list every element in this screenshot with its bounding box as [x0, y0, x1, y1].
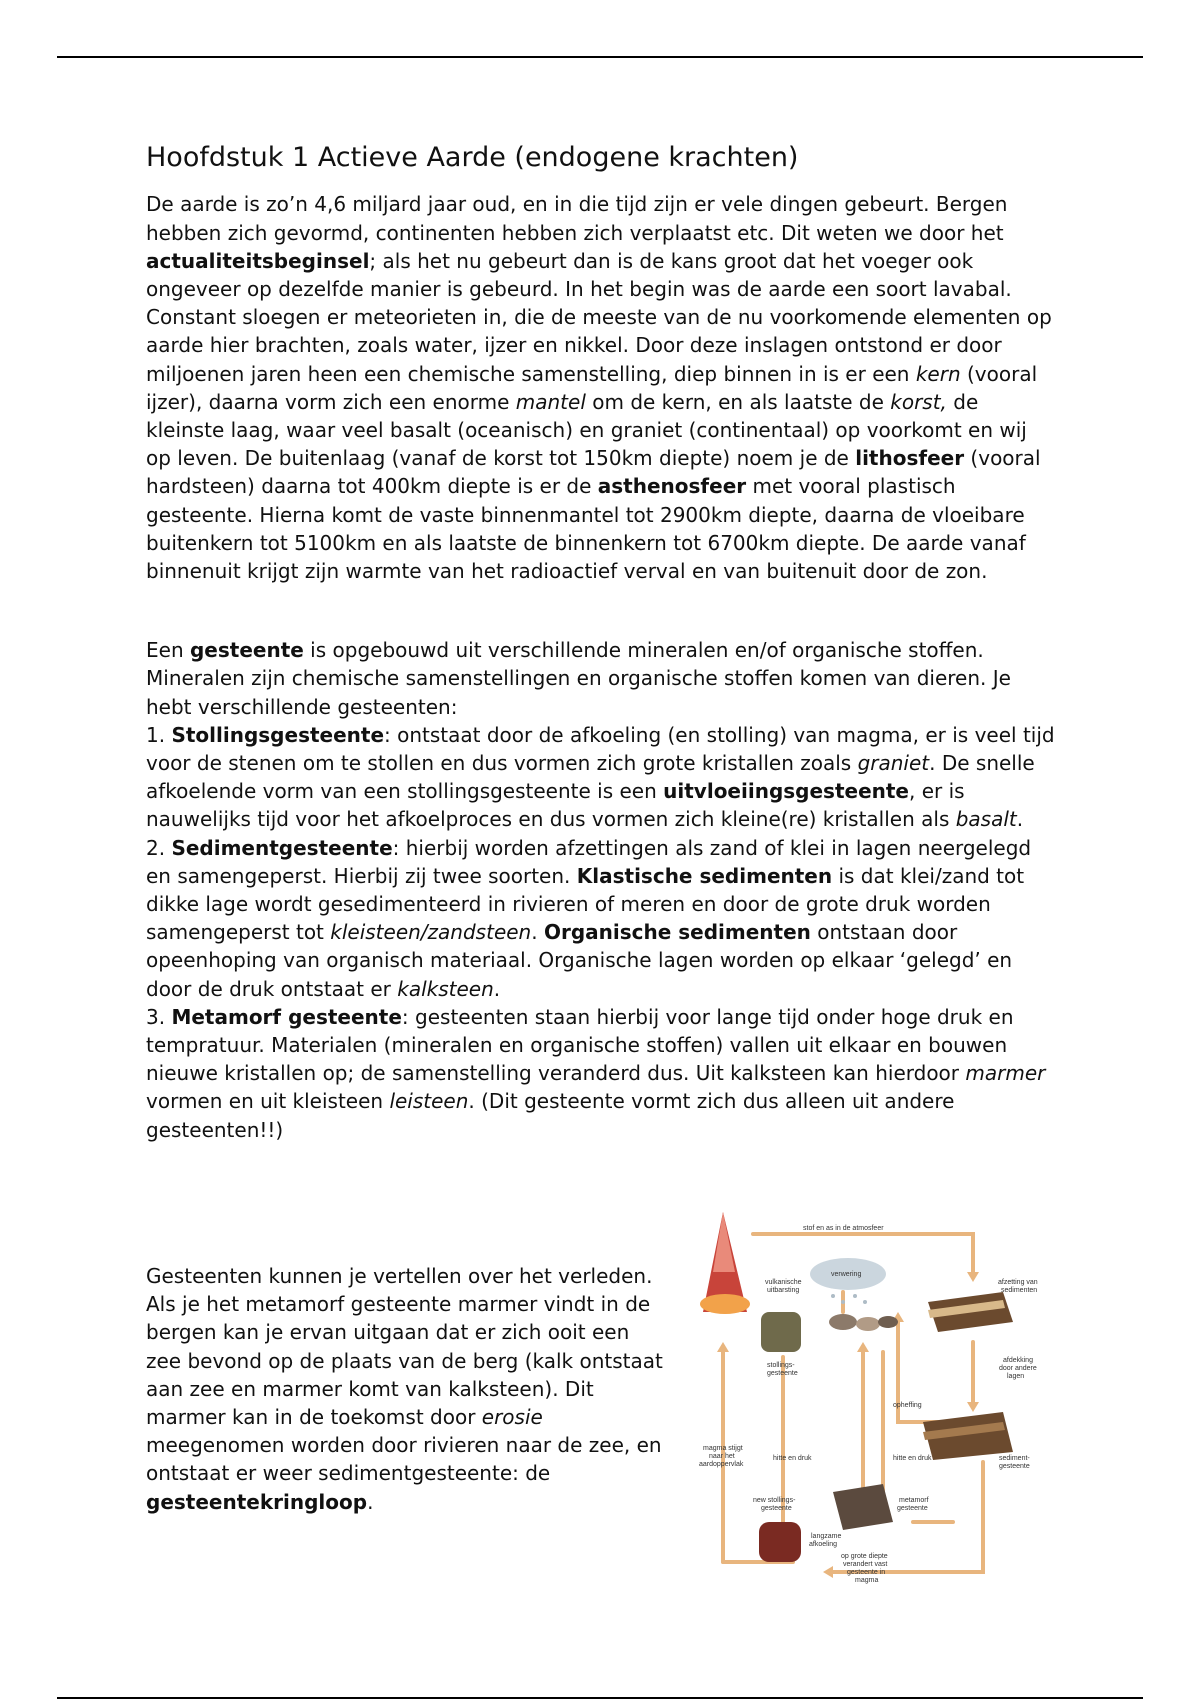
sedimentgesteente-rock-icon: [923, 1412, 1013, 1460]
new-stollings-rock-icon: [759, 1522, 801, 1562]
label-magma-2: naar het: [709, 1453, 735, 1460]
paragraph-rock-cycle-wrap: [146, 1262, 666, 1516]
header-rule: [57, 56, 1143, 58]
label-sediment-2: gesteente: [999, 1463, 1030, 1470]
sediment-layers-icon: [928, 1292, 1013, 1332]
rain-icon: [831, 1294, 867, 1304]
label-langzame-2: afkoeling: [809, 1541, 838, 1548]
label-opheffing: opheffing: [893, 1402, 922, 1409]
label-metamorf-2: gesteente: [897, 1505, 928, 1512]
label-metamorf-1: metamorf: [899, 1497, 929, 1504]
rock-cycle-diagram: [683, 1192, 1051, 1590]
footer-rule: [57, 1697, 1143, 1699]
label-diepte-3: gesteente in: [847, 1569, 886, 1576]
label-sediment-1: sediment-: [999, 1455, 1030, 1462]
label-langzame-1: langzame: [811, 1533, 842, 1540]
label-nieuw-1: new stollings-: [753, 1497, 796, 1504]
label-vulkanisch-2: uitbarsting: [767, 1287, 800, 1294]
page-content: [146, 142, 1056, 1144]
volcano-icon: [700, 1212, 750, 1314]
paragraph-rock-cycle: Gesteenten kunnen je vertellen over het verleden. Als je het metamorf gesteente marmer vindt in de bergen kan je ervan uitgaan dat er zich ooit een zee bevond op de plaats van de berg (kalk ontstaat aan zee en marmer komt van kalksteen). Dit marmer kan in de toekomst door erosie meegenomen worden door rivieren naar de zee, en ontstaat er weer sedimentgesteente: de gesteentekringloop.: [146, 1264, 663, 1514]
label-afdekking-1: afdekking: [1003, 1357, 1033, 1364]
label-verwering: verwering: [831, 1271, 862, 1278]
label-afzetting-2: sedimenten: [1001, 1287, 1038, 1294]
label-diepte-4: magma: [855, 1577, 879, 1584]
label-hitte-1: hitte en druk: [773, 1455, 812, 1462]
stollingsgesteente-rock-icon: [761, 1312, 801, 1352]
label-diepte-2: verandert vast: [843, 1561, 888, 1568]
rock-stones-icon: [829, 1314, 898, 1331]
metamorf-rock-icon: [833, 1484, 893, 1530]
page-title: Hoofdstuk 1 Actieve Aarde (endogene krachten): [146, 142, 799, 173]
label-afzetting-1: afzetting van: [998, 1279, 1038, 1286]
label-stollings-1: stollings-: [767, 1362, 795, 1369]
label-stollings-2: gesteente: [767, 1370, 798, 1377]
label-afdekking-2: door andere: [999, 1365, 1037, 1372]
label-afdekking-3: lagen: [1007, 1373, 1025, 1380]
label-diepte-1: op grote diepte: [841, 1553, 888, 1560]
label-magma-3: aardoppervlak: [699, 1461, 744, 1468]
paragraph-earth-structure: De aarde is zo’n 4,6 miljard jaar oud, en in die tijd zijn er vele dingen gebeurt. Bergen hebben zich gevormd, continenten hebben zich verplaatst etc. Dit weten we door het actualiteitsbeginsel; als het nu gebeurt dan is de kans groot dat het voeger ook ongeveer op dezelfde manier is gebeurd. In het begin was de aarde een soort lavabal. Constant sloegen er meteorieten in, die de meeste van de nu voorkomende elementen op aarde hier brachten, zoals water, ijzer en nikkel. Door deze inslagen ontstond er door miljoenen jaren heen een chemische samenstelling, diep binnen in is er een kern (vooral ijzer), daarna vorm zich een enorme mantel om de kern, en als laatste de korst, de kleinste laag, waar veel basalt (oceanisch) en graniet (continentaal) op voorkomt en wij op leven. De buitenlaag (vanaf de korst tot 150km diepte) noem je de lithosfeer (vooral hardsteen) daarna tot 400km diepte is er de asthenosfeer met vooral plastisch gesteente. Hierna komt de vaste binnenmantel tot 2900km diepte, daarna de vloeibare buitenkern tot 5100km en als laatste de binnenkern tot 6700km diepte. De aarde vanaf binnenuit krijgt zijn warmte van het radioactief verval en van buitenuit door de zon.: [146, 192, 1052, 584]
label-vulkanisch-1: vulkanische: [765, 1279, 802, 1286]
label-nieuw-2: gesteente: [761, 1505, 792, 1512]
label-hitte-2: hitte en druk: [893, 1455, 932, 1462]
label-stof: stof en as in de atmosfeer: [803, 1225, 884, 1232]
paragraph-rock-types: Een gesteente is opgebouwd uit verschillende mineralen en/of organische stoffen. Mineralen zijn chemische samenstellingen en organische stoffen komen van dieren. Je hebt verschillende gesteenten: 1. Stollingsgesteente: ontstaat door de afkoeling (en stolling) van magma, er is veel tijd voor de stenen om te stollen en dus vormen zich grote kristallen zoals graniet. De snelle afkoelende vorm van een stollingsgesteente is een uitvloeiingsgesteente, er is nauwelijks tijd voor het afkoelproces en dus vormen zich kleine(re) kristallen als basalt. 2. Sedimentgesteente: hierbij worden afzettingen als zand of klei in lagen neergelegd en samengeperst. Hierbij zij twee soorten. Klastische sedimenten is dat klei/zand tot dikke lage wordt gesedimenteerd in rivieren of meren en door de grote druk worden samengeperst tot kleisteen/zandsteen. Organische sedimenten ontstaan door opeenhoping van organisch materiaal. Organische lagen worden op elkaar ‘gelegd’ en door de druk ontstaat er kalksteen. 3. Metamorf gesteente: gesteenten staan hierbij voor lange tijd onder hoge druk en tempratuur. Materialen (mineralen en organische stoffen) vallen uit elkaar en bouwen nieuwe kristallen op; de samenstelling veranderd dus. Uit kalksteen kan hierdoor marmer vormen en uit kleisteen leisteen. (Dit gesteente vormt zich dus alleen uit andere gesteenten!!): [146, 638, 1055, 1142]
label-magma-1: magma stijgt: [703, 1445, 743, 1452]
